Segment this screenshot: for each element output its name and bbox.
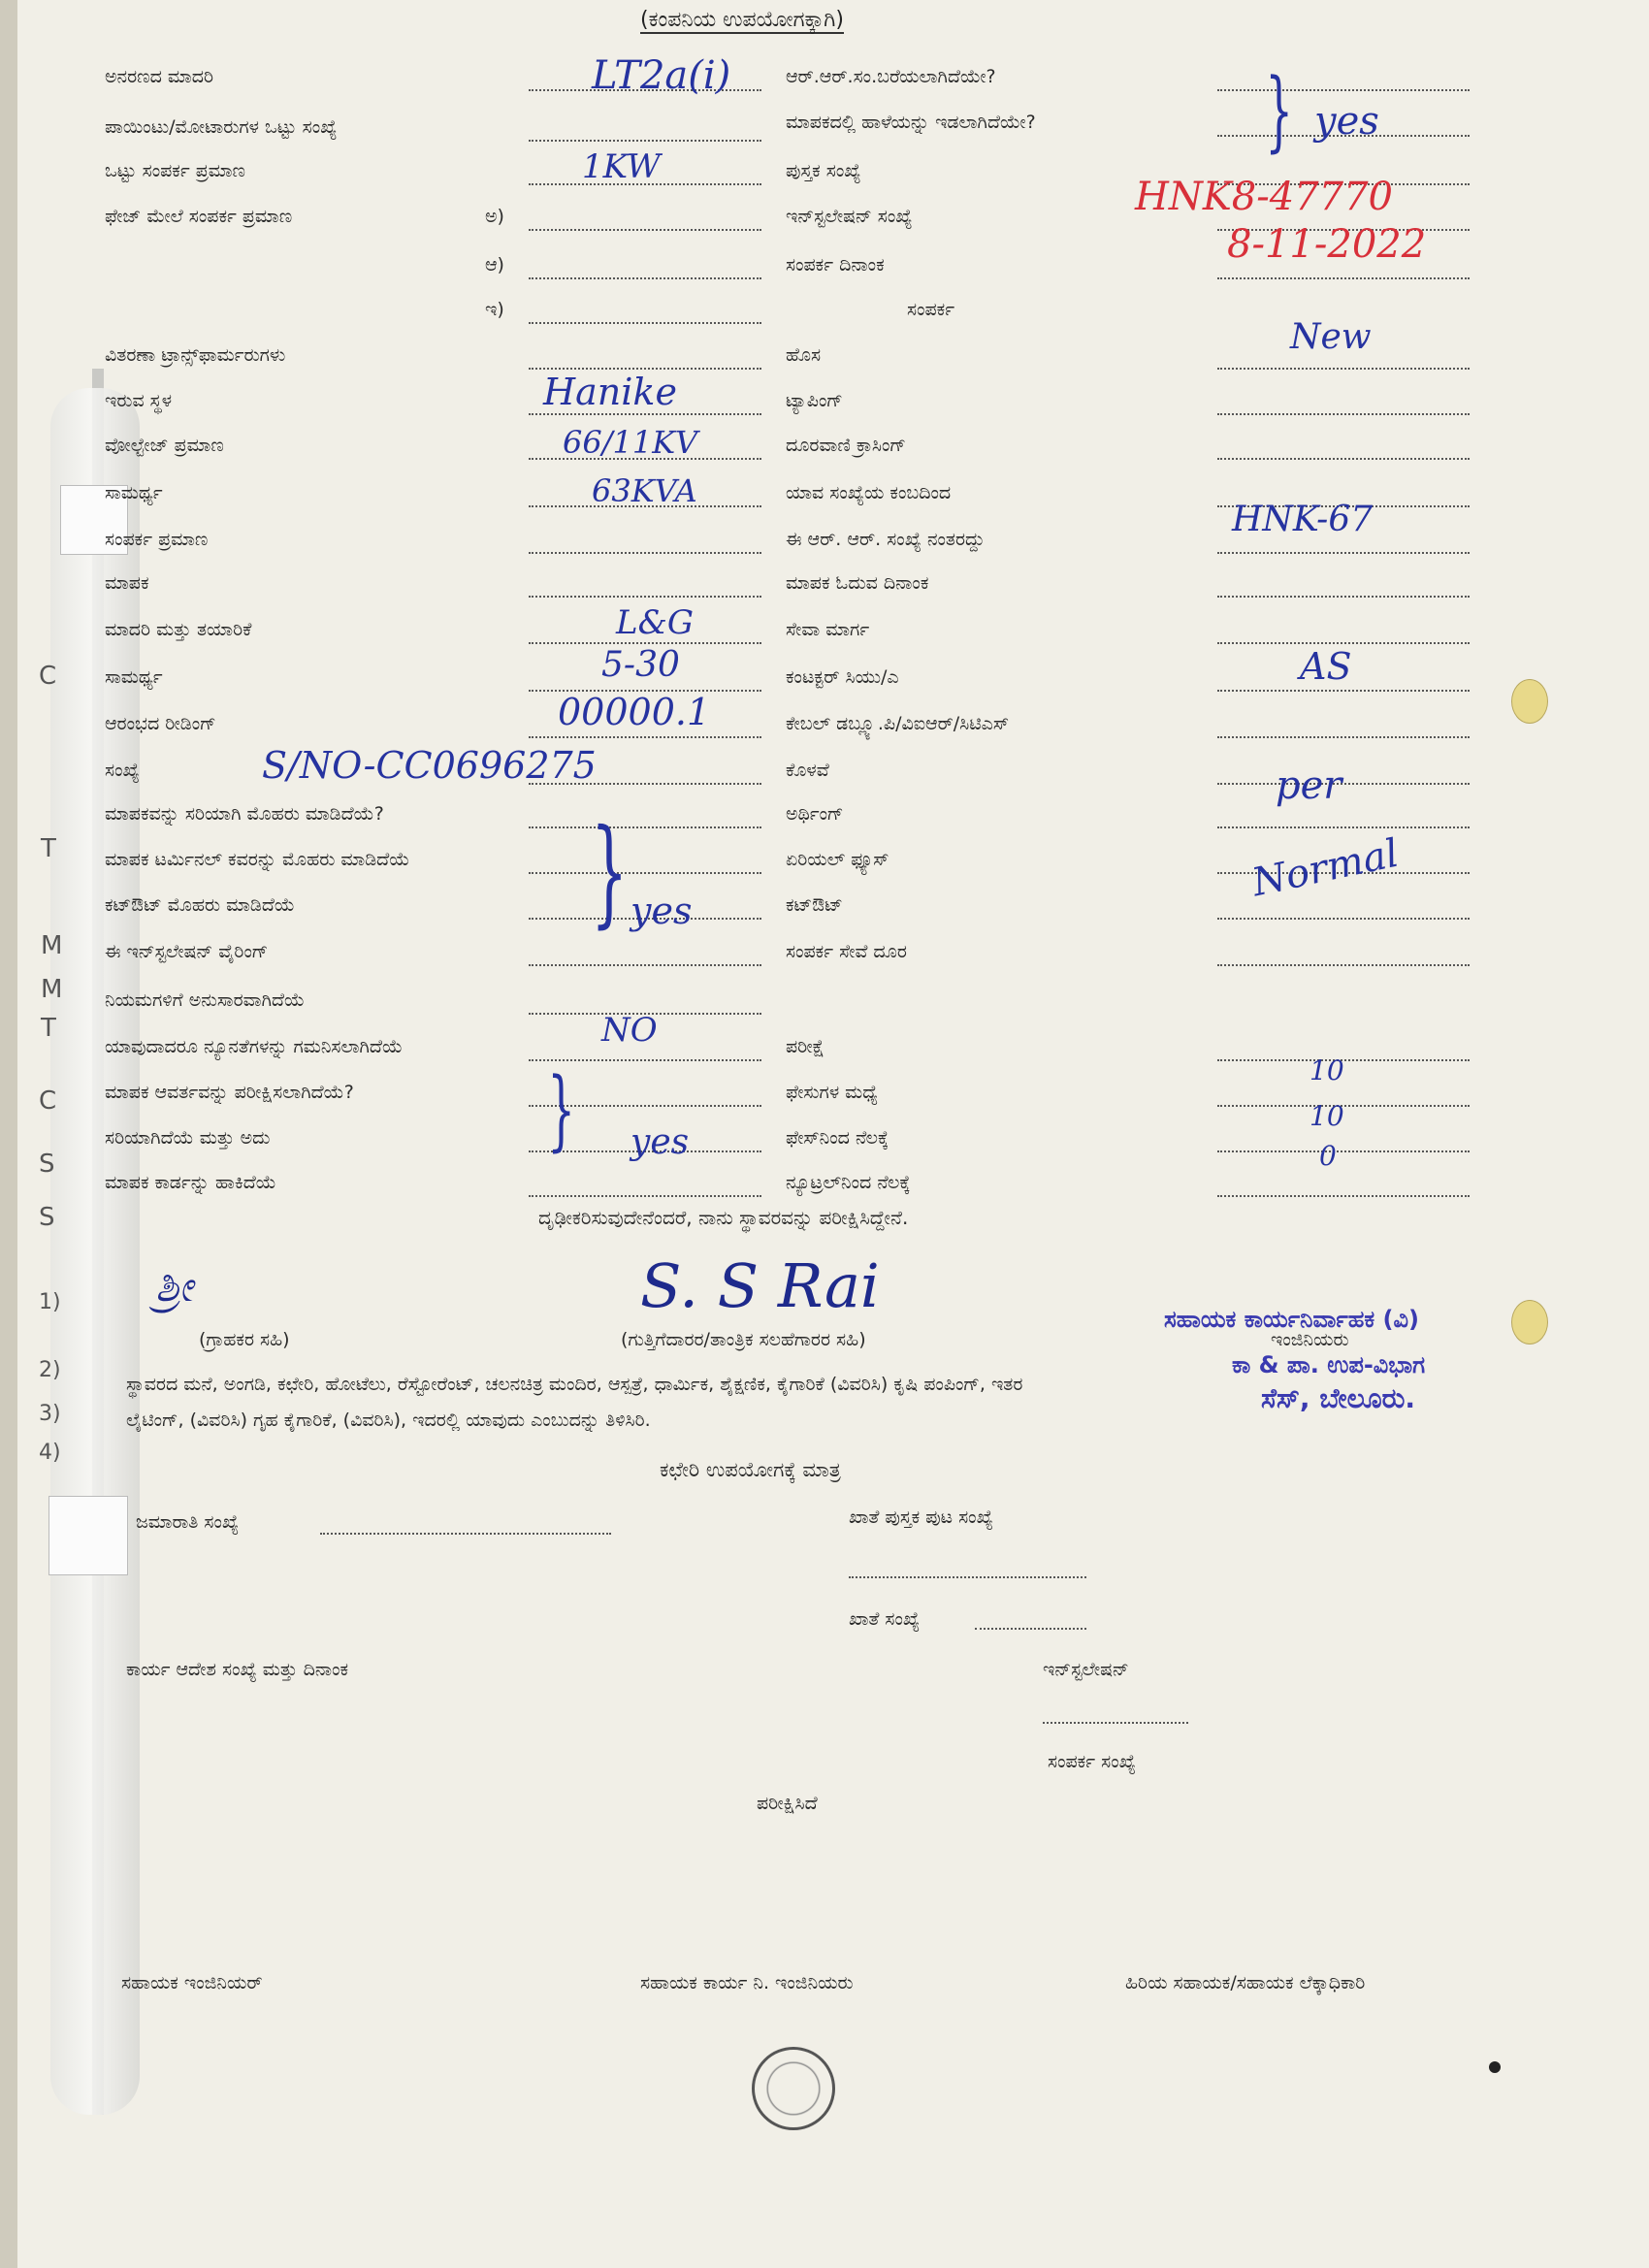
edge-letter: 4) bbox=[39, 1441, 61, 1465]
right-field-label: ಫೇಸುಗಳ ಮಧ್ಯೆ bbox=[786, 1082, 878, 1103]
left-field-label: ಈ ಇನ್‌ಸ್ಟಲೇಷನ್ ವೈರಿಂಗ್ bbox=[105, 941, 269, 962]
phase-sub-label: ಅ) bbox=[485, 206, 504, 227]
right-field-line bbox=[1217, 918, 1470, 920]
left-field-label: ಪಾಯಿಂಟು/ಮೋಟಾರುಗಳ ಒಟ್ಟು ಸಂಖ್ಯೆ bbox=[105, 116, 338, 138]
right-field-label: ಕೊಳವೆ bbox=[786, 760, 829, 781]
office-stamp-line-1: ಸಹಾಯಕ ಕಾರ್ಯನಿರ್ವಾಹಕ (ವಿ) bbox=[1164, 1306, 1419, 1333]
left-field-label: ಮಾಪಕವನ್ನು ಸರಿಯಾಗಿ ಮೊಹರು ಮಾಡಿದೆಯೆ? bbox=[105, 803, 384, 825]
punch-hole bbox=[1511, 679, 1548, 724]
handwritten-meter-make: L&G bbox=[616, 603, 695, 642]
handwritten-cutout: Normal bbox=[1247, 830, 1403, 906]
handwritten-brace: } bbox=[547, 1059, 575, 1161]
left-field-label: ಸಾಮರ್ಥ್ಯ bbox=[105, 482, 163, 503]
handwritten-phase-phase: 10 bbox=[1310, 1054, 1344, 1086]
handwritten-neutral-earth: 0 bbox=[1319, 1140, 1337, 1172]
left-field-line bbox=[529, 642, 761, 644]
left-field-label: ಅನರಣದ ಮಾದರಿ bbox=[105, 66, 214, 87]
bill-no-label: ಜಮಾರಾತಿ ಸಂಖ್ಯೆ bbox=[136, 1511, 240, 1533]
right-field-label: ಟ್ಯಾಪಿಂಗ್ bbox=[786, 390, 843, 411]
left-field-label: ಸಂಖ್ಯೆ bbox=[105, 760, 140, 781]
binder-spine bbox=[50, 388, 140, 2115]
right-field-line bbox=[1217, 552, 1470, 554]
left-field-label: ಸಾಮರ್ಥ್ಯ bbox=[105, 666, 163, 688]
dot-mark bbox=[1489, 2061, 1501, 2073]
company-seal-logo bbox=[752, 2047, 835, 2130]
right-field-line bbox=[1217, 89, 1470, 91]
handwritten-capacity: 63KVA bbox=[592, 472, 697, 509]
ledger-page-line bbox=[849, 1576, 1086, 1578]
right-field-label: ಮಾಪಕದಲ್ಲಿ ಹಾಳೆಯನ್ನು ಇಡಲಾಗಿದೆಯೇ? bbox=[786, 112, 1036, 133]
left-field-label: ಒಟ್ಟು ಸಂಪರ್ಕ ಪ್ರಮಾಣ bbox=[105, 160, 246, 181]
right-field-line bbox=[1217, 413, 1470, 415]
office-stamp-line-3: ಸೆಸ್, ಬೇಲೂರು. bbox=[1261, 1382, 1415, 1414]
contractor-signature: S. S Rai bbox=[640, 1250, 880, 1321]
handwritten-initial-reading: 00000.1 bbox=[558, 691, 711, 733]
edge-letter: M bbox=[41, 975, 63, 1004]
right-field-label: ಇನ್‌ಸ್ಟಲೇಷನ್ ಸಂಖ್ಯೆ bbox=[786, 206, 913, 227]
right-field-label: ಆರ್.ಆರ್.ಸಂ.ಬರೆಯಲಾಗಿದೆಯೇ? bbox=[786, 66, 996, 87]
edge-letter: M bbox=[41, 931, 63, 960]
right-field-label: ಸಂಪರ್ಕ ದಿನಾಂಕ bbox=[786, 254, 885, 275]
edge-letter: T bbox=[41, 834, 56, 863]
consumer-sign-label: (ಗ್ರಾಹಕರ ಸಹಿ) bbox=[199, 1329, 290, 1350]
right-field-line bbox=[1217, 596, 1470, 598]
left-field-line bbox=[529, 140, 761, 142]
left-field-label: ಮಾಪಕ ಆವರ್ತವನ್ನು ಪರೀಕ್ಷಿಸಲಾಗಿದೆಯೆ? bbox=[105, 1082, 354, 1103]
edge-letter: C bbox=[39, 1086, 57, 1116]
edge-letter: S bbox=[39, 1150, 55, 1179]
left-field-label: ಸಂಪರ್ಕ ಪ್ರಮಾಣ bbox=[105, 529, 209, 550]
right-field-label: ಸಂಪರ್ಕ bbox=[907, 299, 955, 320]
handwritten-voltage: 66/11KV bbox=[563, 424, 698, 461]
left-field-line bbox=[529, 322, 761, 324]
right-field-line bbox=[1217, 1150, 1470, 1152]
checked-label: ಪರೀಕ್ಷಿಸಿದೆ bbox=[757, 1793, 818, 1814]
edge-letter: T bbox=[41, 1014, 56, 1043]
right-field-label: ನ್ಯೂಟ್ರಲ್‌ನಿಂದ ನೆಲಕ್ಕೆ bbox=[786, 1172, 911, 1193]
office-stamp-line-2: ಕಾ & ಪಾ. ಉಪ-ವಿಭಾಗ bbox=[1232, 1351, 1426, 1378]
accounts-officer-label: ಹಿರಿಯ ಸಹಾಯಕ/ಸಹಾಯಕ ಲೆಕ್ಕಾಧಿಕಾರಿ bbox=[1125, 1972, 1366, 1993]
left-field-line bbox=[529, 596, 761, 598]
right-field-label: ಸಂಪರ್ಕ ಸೇವೆ ದೂರ bbox=[786, 941, 907, 962]
handwritten-meter-capacity: 5-30 bbox=[601, 645, 680, 685]
engineer-label: ಇಂಜಿನಿಯರು bbox=[1271, 1329, 1349, 1350]
handwritten-phase-earth: 10 bbox=[1310, 1100, 1344, 1132]
handwritten-brace: } bbox=[1265, 60, 1293, 162]
edge-letter: S bbox=[39, 1203, 55, 1232]
right-field-line bbox=[1217, 368, 1470, 370]
right-field-label: ಕಟ್‌ಔಟ್ bbox=[786, 894, 843, 916]
right-field-label: ಹೊಸ bbox=[786, 344, 822, 366]
right-field-label: ಪರೀಕ್ಷೆ bbox=[786, 1036, 824, 1057]
consumer-signature: ಶ್ರೀ bbox=[155, 1262, 193, 1312]
left-field-line bbox=[529, 368, 761, 370]
ledger-page-label: ಖಾತೆ ಪುಸ್ತಕ ಪುಟ ಸಂಖ್ಯೆ bbox=[849, 1507, 993, 1528]
handwritten-new: New bbox=[1290, 317, 1372, 357]
handwritten-installation-no: HNK8-47770 bbox=[1135, 175, 1393, 219]
left-field-label: ವಿತರಣಾ ಟ್ರಾನ್ಸ್‌ಫಾರ್ಮರುಗಳು bbox=[105, 344, 286, 366]
handwritten-earthing: per bbox=[1276, 763, 1342, 808]
left-field-line bbox=[529, 229, 761, 231]
work-order-label: ಕಾರ್ಯ ಆದೇಶ ಸಂಖ್ಯೆ ಮತ್ತು ದಿನಾಂಕ bbox=[126, 1659, 349, 1680]
premises-text-2: ಲೈಟಿಂಗ್, (ವಿವರಿಸಿ) ಗೃಹ ಕೈಗಾರಿಕೆ, (ವಿವರಿಸಿ), ಇದರಲ್ಲಿ ಯಾವುದು ಎಂಬುದನ್ನು ತಿಳಿಸಿರಿ. bbox=[126, 1409, 651, 1431]
left-field-line bbox=[529, 1195, 761, 1197]
left-field-label: ಮಾಪಕ ಟರ್ಮಿನಲ್ ಕವರನ್ನು ಮೊಹರು ಮಾಡಿದೆಯೆ bbox=[105, 849, 410, 870]
edge-letter: C bbox=[39, 662, 57, 691]
right-field-label: ಕೇಬಲ್ ಡಬ್ಲ್ಯೂ.ಪಿ/ವಿಐಆರ್/ಸಿಟಿಎಸ್ bbox=[786, 713, 1010, 734]
right-field-line bbox=[1217, 1195, 1470, 1197]
left-field-line bbox=[529, 552, 761, 554]
right-field-line bbox=[1217, 736, 1470, 738]
binder-clip-bottom bbox=[48, 1496, 128, 1575]
handwritten-location: Hanike bbox=[543, 371, 677, 413]
phase-sub-label: ಇ) bbox=[485, 299, 504, 320]
handwritten-yes-card: yes bbox=[630, 1122, 690, 1162]
right-field-label: ಏರಿಯಲ್ ಫ್ಯೂಸ್ bbox=[786, 849, 889, 870]
left-field-line bbox=[529, 277, 761, 279]
right-field-line bbox=[1217, 277, 1470, 279]
handwritten-brace: } bbox=[591, 805, 629, 940]
premises-text: ಸ್ಥಾವರದ ಮನೆ, ಅಂಗಡಿ, ಕಛೇರಿ, ಹೋಟೆಲು, ರೆಸ್ಟೋರೆಂಟ್, ಚಲನಚಿತ್ರ ಮಂದಿರ, ಆಸ್ಪತ್ರೆ, ಧಾರ್ಮಿಕ, ಶೈಕ್ಷಣಿಕ, ಕೈಗಾರಿಕೆ (ವಿವರಿಸಿ) ಕೃಷಿ ಪಂಪಿಂಗ್, ಇತರ bbox=[126, 1374, 1023, 1395]
right-field-line bbox=[1217, 642, 1470, 644]
left-field-label: ವೋಲ್ಟೇಜ್ ಪ್ರಮಾಣ bbox=[105, 435, 224, 456]
right-field-line bbox=[1217, 690, 1470, 692]
right-field-label: ಅರ್ಥಿಂಗ್ bbox=[786, 803, 844, 825]
handwritten-connection-date: 8-11-2022 bbox=[1227, 222, 1427, 267]
left-field-line bbox=[529, 736, 761, 738]
left-field-line bbox=[529, 964, 761, 966]
office-use-heading: ಕಛೇರಿ ಉಪಯೋಗಕ್ಕೆ ಮಾತ್ರ bbox=[660, 1458, 841, 1481]
left-field-label: ಯಾವುದಾದರೂ ನ್ಯೂನತೆಗಳನ್ನು ಗಮನಿಸಲಾಗಿದೆಯೆ bbox=[105, 1036, 404, 1057]
contractor-sign-label: (ಗುತ್ತಿಗೆದಾರರ/ತಾಂತ್ರಿಕ ಸಲಹೆಗಾರರ ಸಹಿ) bbox=[621, 1329, 866, 1350]
handwritten-yes-seal: yes bbox=[630, 890, 693, 932]
right-field-label: ಪುಸ್ತಕ ಸಂಖ್ಯೆ bbox=[786, 160, 861, 181]
left-field-line bbox=[529, 413, 761, 415]
left-field-label: ಮಾದರಿ ಮತ್ತು ತಯಾರಿಕೆ bbox=[105, 619, 252, 640]
left-field-label: ನಿಯಮಗಳಿಗೆ ಅನುಸಾರವಾಗಿದೆಯೆ bbox=[105, 989, 306, 1011]
installation-label: ಇನ್‌ಸ್ಟಲೇಷನ್ bbox=[1043, 1659, 1129, 1680]
page-left-edge bbox=[0, 0, 17, 2268]
left-field-label: ಮಾಪಕ ಕಾರ್ಡನ್ನು ಹಾಕಿದೆಯೆ bbox=[105, 1172, 276, 1193]
left-field-label: ಮಾಪಕ bbox=[105, 572, 149, 594]
right-field-label: ಸೇವಾ ಮಾರ್ಗ bbox=[786, 619, 870, 640]
edge-letter: 3) bbox=[39, 1402, 61, 1426]
aee-label: ಸಹಾಯಕ ಕಾರ್ಯ ನಿ. ಇಂಜಿನಿಯರು bbox=[640, 1972, 854, 1993]
asst-engineer-label: ಸಹಾಯಕ ಇಂಜಿನಿಯರ್ bbox=[121, 1972, 263, 1993]
edge-letter: 2) bbox=[39, 1358, 61, 1382]
handwritten-no: NO bbox=[601, 1011, 658, 1050]
left-field-line bbox=[529, 826, 761, 828]
right-field-label: ಯಾವ ಸಂಖ್ಯೆಯ ಕಂಬದಿಂದ bbox=[786, 482, 952, 503]
handwritten-prev-rr: HNK-67 bbox=[1232, 500, 1374, 539]
right-field-label: ಈ ಆರ್. ಆರ್. ಸಂಖ್ಯೆ ನಂತರದ್ದು bbox=[786, 529, 986, 550]
right-field-line bbox=[1217, 783, 1470, 785]
right-field-line bbox=[1217, 458, 1470, 460]
left-field-label: ಫೇಜ್ ಮೇಲೆ ಸಂಪರ್ಕ ಪ್ರಮಾಣ bbox=[105, 206, 293, 227]
left-field-label: ಕಟ್‌ಔಟ್ ಮೊಹರು ಮಾಡಿದೆಯೆ bbox=[105, 894, 296, 916]
right-field-line bbox=[1217, 964, 1470, 966]
handwritten-meter-serial: S/NO-CC0696275 bbox=[262, 744, 597, 787]
account-no-line bbox=[975, 1628, 1086, 1630]
right-field-label: ದೂರವಾಣಿ ಕ್ರಾಸಿಂಗ್ bbox=[786, 435, 906, 456]
handwritten-contactor: AS bbox=[1300, 645, 1352, 688]
bill-no-line bbox=[320, 1533, 611, 1535]
installation-line bbox=[1043, 1722, 1188, 1724]
left-field-label: ಸರಿಯಾಗಿದೆಯೆ ಮತ್ತು ಅದು bbox=[105, 1127, 271, 1149]
right-field-line bbox=[1217, 826, 1470, 828]
right-field-label: ಕಂಟಕ್ಟರ್ ಸಿಯು/ಎ bbox=[786, 666, 899, 688]
handwritten-tariff: LT2a(i) bbox=[592, 53, 731, 98]
edge-letter: 1) bbox=[39, 1290, 61, 1314]
punch-hole bbox=[1511, 1300, 1548, 1345]
left-field-label: ಆರಂಭದ ರೀಡಿಂಗ್ bbox=[105, 713, 216, 734]
account-no-label: ಖಾತೆ ಸಂಖ್ಯೆ bbox=[849, 1608, 921, 1630]
certify-text: ದೃಢೀಕರಿಸುವುದೇನೆಂದರೆ, ನಾನು ಸ್ಥಾವರವನ್ನು ಪರೀಕ್ಷಿಸಿದ್ದೇನೆ. bbox=[538, 1206, 909, 1229]
handwritten-load: 1KW bbox=[582, 147, 661, 186]
handwritten-yes-rr: yes bbox=[1314, 99, 1379, 144]
right-field-label: ಮಾಪಕ ಓದುವ ದಿನಾಂಕ bbox=[786, 572, 929, 594]
left-field-label: ಇರುವ ಸ್ಥಳ bbox=[105, 390, 173, 411]
right-field-label: ಫೇಸ್‌ನಿಂದ ನೆಲಕ್ಕೆ bbox=[786, 1127, 889, 1149]
connection-no-label: ಸಂಪರ್ಕ ಸಂಖ್ಯೆ bbox=[1048, 1751, 1136, 1772]
left-field-line bbox=[529, 872, 761, 874]
phase-sub-label: ಆ) bbox=[485, 254, 504, 275]
form-title: (ಕಂಪನಿಯ ಉಪಯೋಗಕ್ಕಾಗಿ) bbox=[640, 8, 844, 32]
